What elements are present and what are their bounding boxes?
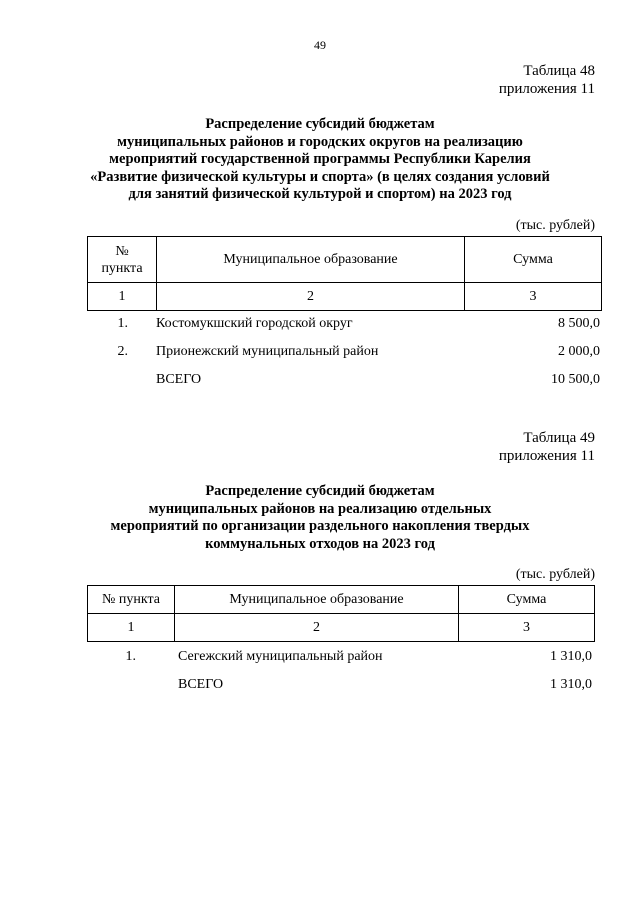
appendix-label: приложения 11 xyxy=(498,448,595,464)
title-line: Распределение субсидий бюджетам xyxy=(205,483,435,499)
appendix-label: приложения 11 xyxy=(498,81,595,97)
row-amount: 2 000,0 xyxy=(558,344,600,359)
title-line: «Развитие физической культуры и спорта» (в целях создания условий xyxy=(90,168,550,185)
row-number: 1. xyxy=(125,649,136,664)
table-caption xyxy=(499,429,595,465)
index-cell: 1 xyxy=(88,614,175,642)
row-municipality: Сегежский муниципальный район xyxy=(178,649,383,664)
title-line: Распределение субсидий бюджетам xyxy=(205,116,435,132)
row-amount: 1 310,0 xyxy=(550,649,592,664)
units-label: (тыс. рублей) xyxy=(515,218,595,233)
table-header xyxy=(87,585,595,642)
table-title xyxy=(60,483,580,553)
header-col-municipality: Муниципальное образование xyxy=(175,586,459,614)
table-number: Таблица 48 xyxy=(523,63,595,79)
total-amount: 10 500,0 xyxy=(551,372,600,387)
index-cell: 1 xyxy=(88,283,157,311)
index-cell: 2 xyxy=(157,283,465,311)
units-label: (тыс. рублей) xyxy=(515,567,595,582)
table-number: Таблица 49 xyxy=(523,430,595,446)
page-number: 49 xyxy=(314,38,326,52)
table-header xyxy=(87,236,602,311)
title-line: коммунальных отходов на 2023 год xyxy=(205,535,435,552)
title-line: муниципальных районов на реализацию отдельных xyxy=(148,500,492,517)
index-cell: 3 xyxy=(459,614,595,642)
index-cell: 2 xyxy=(175,614,459,642)
total-amount: 1 310,0 xyxy=(550,677,592,692)
row-number: 2. xyxy=(117,344,128,359)
title-line: мероприятий по организации раздельного накопления твердых xyxy=(110,518,530,534)
total-label: ВСЕГО xyxy=(156,372,202,387)
title-line: для занятий физической культурой и спортом) на 2023 год xyxy=(128,186,512,202)
header-col-amount: Сумма xyxy=(459,586,595,614)
table-caption xyxy=(499,62,595,98)
row-number: 1. xyxy=(117,316,128,331)
header-col-municipality: Муниципальное образование xyxy=(157,237,465,283)
title-line: муниципальных районов и городских округов на реализацию xyxy=(117,133,523,150)
total-label: ВСЕГО xyxy=(178,677,224,692)
row-amount: 8 500,0 xyxy=(558,316,600,331)
header-col-number: № пункта xyxy=(88,586,175,614)
header-col-number: № пункта xyxy=(88,237,157,283)
table-title xyxy=(60,116,580,204)
title-line: мероприятий государственной программы Республики Карелия xyxy=(109,151,531,167)
row-municipality: Костомукшский городской округ xyxy=(156,316,353,331)
row-municipality: Прионежский муниципальный район xyxy=(156,344,379,359)
header-col-amount: Сумма xyxy=(465,237,602,283)
index-cell: 3 xyxy=(465,283,602,311)
